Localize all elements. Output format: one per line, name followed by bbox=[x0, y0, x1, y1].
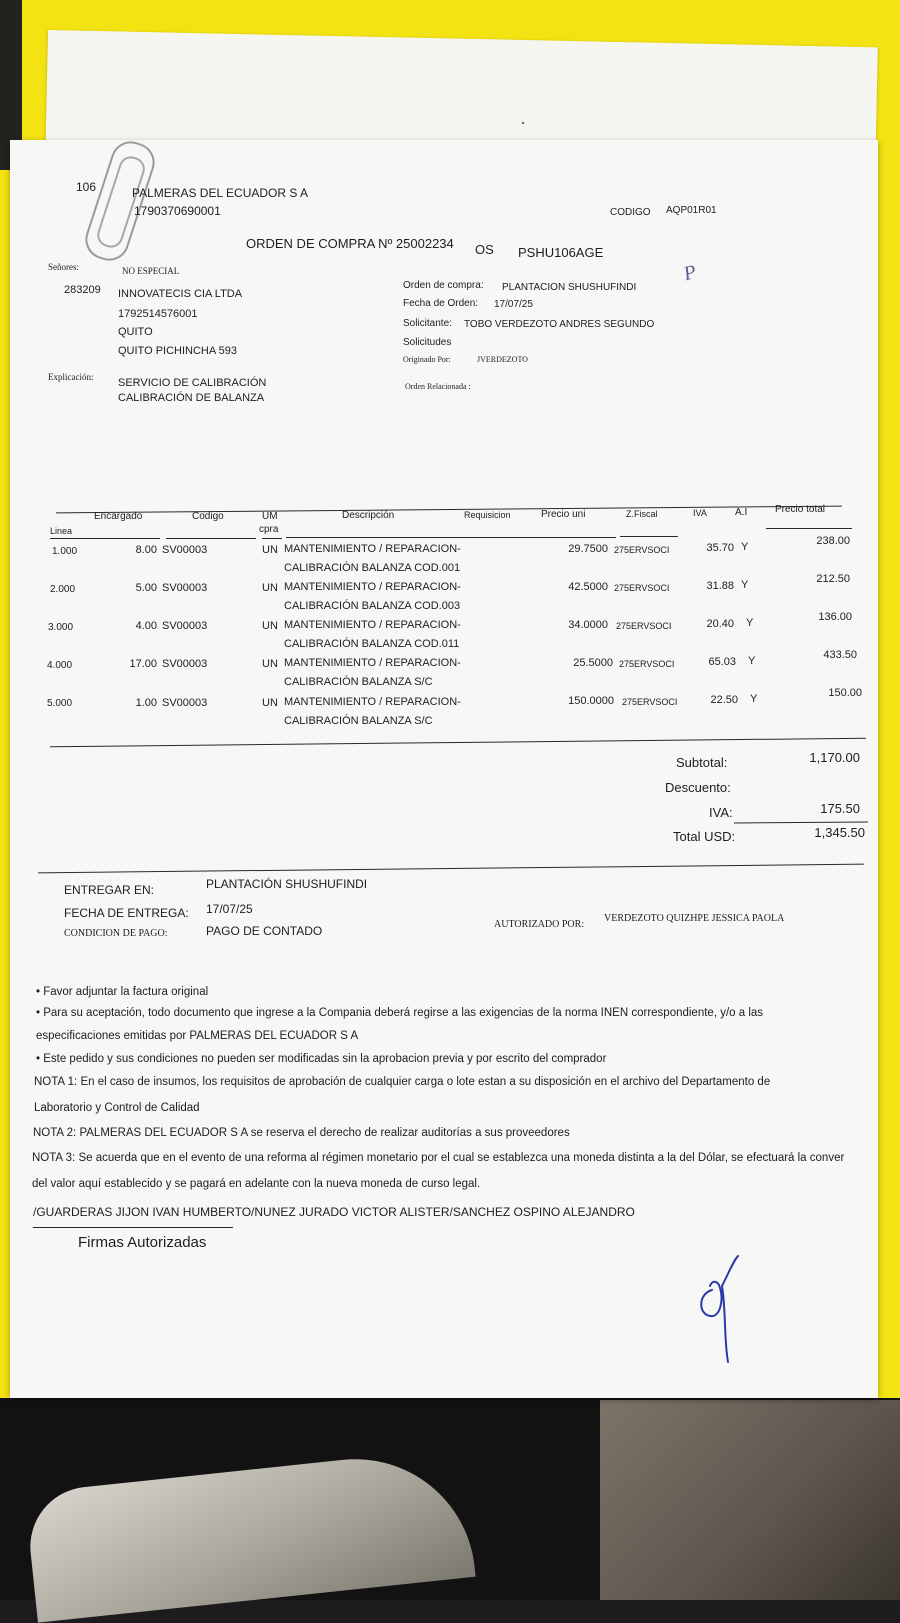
cell-iva: 35.70 bbox=[706, 542, 734, 554]
supplier-id: 283209 bbox=[64, 284, 101, 296]
cell-linea: 3.000 bbox=[48, 622, 74, 633]
entregar-value: PLANTACIÓN SHUSHUFINDI bbox=[206, 877, 368, 891]
nota-3b: del valor aquí establecido y se pagará en adelante con la nueva moneda de curso legal. bbox=[32, 1178, 481, 1190]
cell-um: UN bbox=[262, 582, 278, 594]
th-underline-1 bbox=[50, 538, 160, 539]
explicacion-line2: CALIBRACIÓN DE BALANZA bbox=[118, 392, 265, 404]
cell-precio-uni: 25.5000 bbox=[573, 657, 613, 669]
note-bullet-3: • Este pedido y sus condiciones no pueden ser modificadas sin la aprobacion previa y por escrito del comprador bbox=[36, 1053, 607, 1065]
cell-codigo: SV00003 bbox=[162, 658, 208, 670]
cell-zfiscal: 275ERVSOCI bbox=[614, 545, 670, 555]
cell-cantidad: 8.00 bbox=[135, 544, 157, 556]
cell-precio-uni: 34.0000 bbox=[568, 619, 608, 631]
cell-precio-uni: 42.5000 bbox=[568, 581, 608, 593]
solicitante-value: TOBO VERDEZOTO ANDRES SEGUNDO bbox=[464, 319, 655, 330]
cell-precio-total: 433.50 bbox=[823, 649, 857, 661]
cell-linea: 2.000 bbox=[50, 584, 76, 595]
codigo-value: AQP01R01 bbox=[666, 205, 717, 216]
cell-desc-line1: MANTENIMIENTO / REPARACION- bbox=[284, 657, 461, 669]
nota-1a: NOTA 1: En el caso de insumos, los requisitos de aprobación de cualquier carga o lote estan a su disposición en el archivo del Departamento de bbox=[34, 1076, 771, 1088]
fecha-entrega-label: FECHA DE ENTREGA: bbox=[64, 906, 189, 920]
cell-precio-total: 212.50 bbox=[816, 573, 850, 585]
cell-ai: Y bbox=[750, 693, 758, 705]
cell-desc-line1: MANTENIMIENTO / REPARACION- bbox=[284, 543, 461, 555]
handwritten-mark: P bbox=[681, 260, 699, 286]
iva-total-label: IVA: bbox=[709, 805, 733, 820]
cell-precio-total: 238.00 bbox=[816, 535, 850, 547]
iva-total-value: 175.50 bbox=[820, 801, 860, 816]
cell-desc-line1: MANTENIMIENTO / REPARACION- bbox=[284, 696, 461, 708]
cell-um: UN bbox=[262, 658, 278, 670]
cell-cantidad: 4.00 bbox=[135, 620, 157, 632]
cell-codigo: SV00003 bbox=[162, 544, 208, 556]
th-underline-4 bbox=[286, 537, 616, 538]
th-descripcion: Descripción bbox=[342, 510, 395, 521]
th-precio-uni: Precio uni bbox=[541, 509, 586, 520]
th-encargado: Encargado bbox=[94, 511, 143, 522]
note-bullet-1: • Favor adjuntar la factura original bbox=[36, 986, 209, 998]
solicitante-label: Solicitante: bbox=[403, 318, 452, 329]
order-title: ORDEN DE COMPRA Nº 25002234 bbox=[246, 236, 454, 251]
cell-ai: Y bbox=[746, 617, 754, 629]
supplier-note: NO ESPECIAL bbox=[122, 266, 180, 276]
authorized-names: /GUARDERAS JIJON IVAN HUMBERTO/NUNEZ JURADO VICTOR ALISTER/SANCHEZ OSPINO ALEJANDRO bbox=[33, 1205, 635, 1219]
supplier-name: INNOVATECIS CIA LTDA bbox=[118, 288, 243, 300]
subtotal-value: 1,170.00 bbox=[809, 750, 860, 765]
th-requisicion: Requisicion bbox=[464, 510, 511, 520]
cell-cantidad: 17.00 bbox=[129, 658, 157, 670]
paper-speck bbox=[520, 120, 528, 128]
cell-desc-line1: MANTENIMIENTO / REPARACION- bbox=[284, 581, 461, 593]
cell-desc-line2: CALIBRACIÓN BALANZA COD.011 bbox=[284, 638, 460, 650]
cell-desc-line1: MANTENIMIENTO / REPARACION- bbox=[284, 619, 461, 631]
cell-ai: Y bbox=[748, 655, 756, 667]
th-iva: IVA bbox=[693, 508, 707, 518]
th-underline-6 bbox=[766, 528, 852, 529]
supplier-city: QUITO bbox=[118, 326, 153, 338]
cell-zfiscal: 275ERVSOCI bbox=[614, 583, 670, 593]
note-bullet-2a: • Para su aceptación, todo documento que ingrese a la Compania deberá regirse a las exigencias de la norma INEN correspondiente, y/o a las bbox=[36, 1007, 764, 1019]
entregar-label: ENTREGAR EN: bbox=[64, 883, 155, 897]
th-cpra: cpra bbox=[259, 524, 279, 535]
subtotal-label: Subtotal: bbox=[676, 755, 728, 770]
cell-cantidad: 5.00 bbox=[135, 582, 157, 594]
th-um: UM bbox=[262, 511, 278, 522]
company-name: PALMERAS DEL ECUADOR S A bbox=[132, 186, 309, 200]
th-precio-total: Precio total bbox=[775, 504, 826, 515]
cell-iva: 20.40 bbox=[706, 618, 734, 630]
supplier-address: QUITO PICHINCHA 593 bbox=[118, 345, 237, 357]
cell-precio-uni: 150.0000 bbox=[568, 695, 614, 707]
cell-codigo: SV00003 bbox=[162, 582, 208, 594]
total-usd-label: Total USD: bbox=[673, 829, 736, 844]
explicacion-label: Explicación: bbox=[48, 372, 94, 382]
cell-desc-line2: CALIBRACIÓN BALANZA COD.001 bbox=[284, 562, 461, 574]
company-number: 106 bbox=[76, 180, 97, 194]
cell-linea: 4.000 bbox=[47, 660, 73, 671]
codigo-label: CODIGO bbox=[610, 207, 651, 218]
th-underline-2 bbox=[166, 538, 256, 539]
cell-codigo: SV00003 bbox=[162, 620, 208, 632]
condicion-pago-label: CONDICION DE PAGO: bbox=[64, 928, 168, 939]
cell-precio-uni: 29.7500 bbox=[568, 543, 608, 555]
floor-tile bbox=[600, 1400, 900, 1600]
company-ruc: 1790370690001 bbox=[134, 204, 221, 218]
condicion-pago-value: PAGO DE CONTADO bbox=[206, 924, 323, 938]
cell-iva: 65.03 bbox=[708, 656, 736, 668]
cell-linea: 5.000 bbox=[47, 698, 73, 709]
cell-precio-total: 150.00 bbox=[828, 687, 862, 699]
cell-um: UN bbox=[262, 620, 278, 632]
senores-label: Señores: bbox=[48, 262, 79, 272]
fecha-orden-value: 17/07/25 bbox=[494, 299, 533, 310]
nota-2: NOTA 2: PALMERAS DEL ECUADOR S A se reserva el derecho de realizar auditorías a sus proveedores bbox=[33, 1127, 570, 1139]
handwritten-signature bbox=[690, 1250, 760, 1370]
nota-1b: Laboratorio y Control de Calidad bbox=[34, 1102, 200, 1114]
fecha-entrega-value: 17/07/25 bbox=[206, 902, 253, 916]
note-bullet-2b: especificaciones emitidas por PALMERAS DEL ECUADOR S A bbox=[36, 1030, 359, 1042]
nota-3a: NOTA 3: Se acuerda que en el evento de una reforma al régimen monetario por el cual se establezca una moneda distinta a la del Dólar, se efectuará la conver bbox=[32, 1152, 845, 1164]
total-usd-value: 1,345.50 bbox=[814, 825, 865, 840]
supplier-ruc: 1792514576001 bbox=[118, 308, 198, 320]
order-type: OS bbox=[475, 242, 494, 257]
orden-value: PLANTACION SHUSHUFINDI bbox=[502, 282, 637, 293]
cell-ai: Y bbox=[741, 541, 749, 553]
cell-desc-line2: CALIBRACIÓN BALANZA COD.003 bbox=[284, 600, 461, 612]
originado-value: JVERDEZOTO bbox=[477, 355, 528, 364]
th-underline-5 bbox=[620, 536, 678, 537]
th-underline-3 bbox=[262, 538, 282, 539]
firmas-autorizadas-label: Firmas Autorizadas bbox=[78, 1234, 207, 1251]
cell-zfiscal: 275ERVSOCI bbox=[616, 621, 672, 631]
th-zfiscal: Z.Fiscal bbox=[626, 509, 658, 519]
cell-um: UN bbox=[262, 697, 278, 709]
autorizado-value: VERDEZOTO QUIZHPE JESSICA PAOLA bbox=[604, 913, 785, 924]
descuento-label: Descuento: bbox=[665, 780, 731, 795]
cell-zfiscal: 275ERVSOCI bbox=[622, 697, 678, 707]
cell-um: UN bbox=[262, 544, 278, 556]
cell-desc-line2: CALIBRACIÓN BALANZA S/C bbox=[284, 676, 433, 688]
th-ai: A.I bbox=[735, 507, 748, 518]
cell-cantidad: 1.00 bbox=[135, 697, 157, 709]
orden-label: Orden de compra: bbox=[403, 280, 484, 291]
cell-linea: 1.000 bbox=[52, 546, 78, 557]
th-linea: Linea bbox=[50, 526, 73, 536]
fecha-orden-label: Fecha de Orden: bbox=[403, 298, 479, 309]
cell-iva: 31.88 bbox=[706, 580, 734, 592]
order-code: PSHU106AGE bbox=[518, 245, 604, 260]
th-codigo: Codigo bbox=[192, 511, 224, 522]
cell-precio-total: 136.00 bbox=[818, 611, 852, 623]
solicitudes-label: Solicitudes bbox=[403, 337, 452, 348]
explicacion-line1: SERVICIO DE CALIBRACIÓN bbox=[118, 377, 267, 389]
originado-label: Originado Por: bbox=[403, 355, 451, 364]
orden-relacionada-label: Orden Relacionada : bbox=[405, 382, 471, 391]
cell-ai: Y bbox=[741, 579, 749, 591]
cell-desc-line2: CALIBRACIÓN BALANZA S/C bbox=[284, 715, 433, 727]
cell-codigo: SV00003 bbox=[162, 697, 208, 709]
cell-zfiscal: 275ERVSOCI bbox=[619, 659, 675, 669]
autorizado-label: AUTORIZADO POR: bbox=[494, 919, 585, 930]
signature-rule bbox=[33, 1227, 233, 1228]
cell-iva: 22.50 bbox=[710, 694, 738, 706]
